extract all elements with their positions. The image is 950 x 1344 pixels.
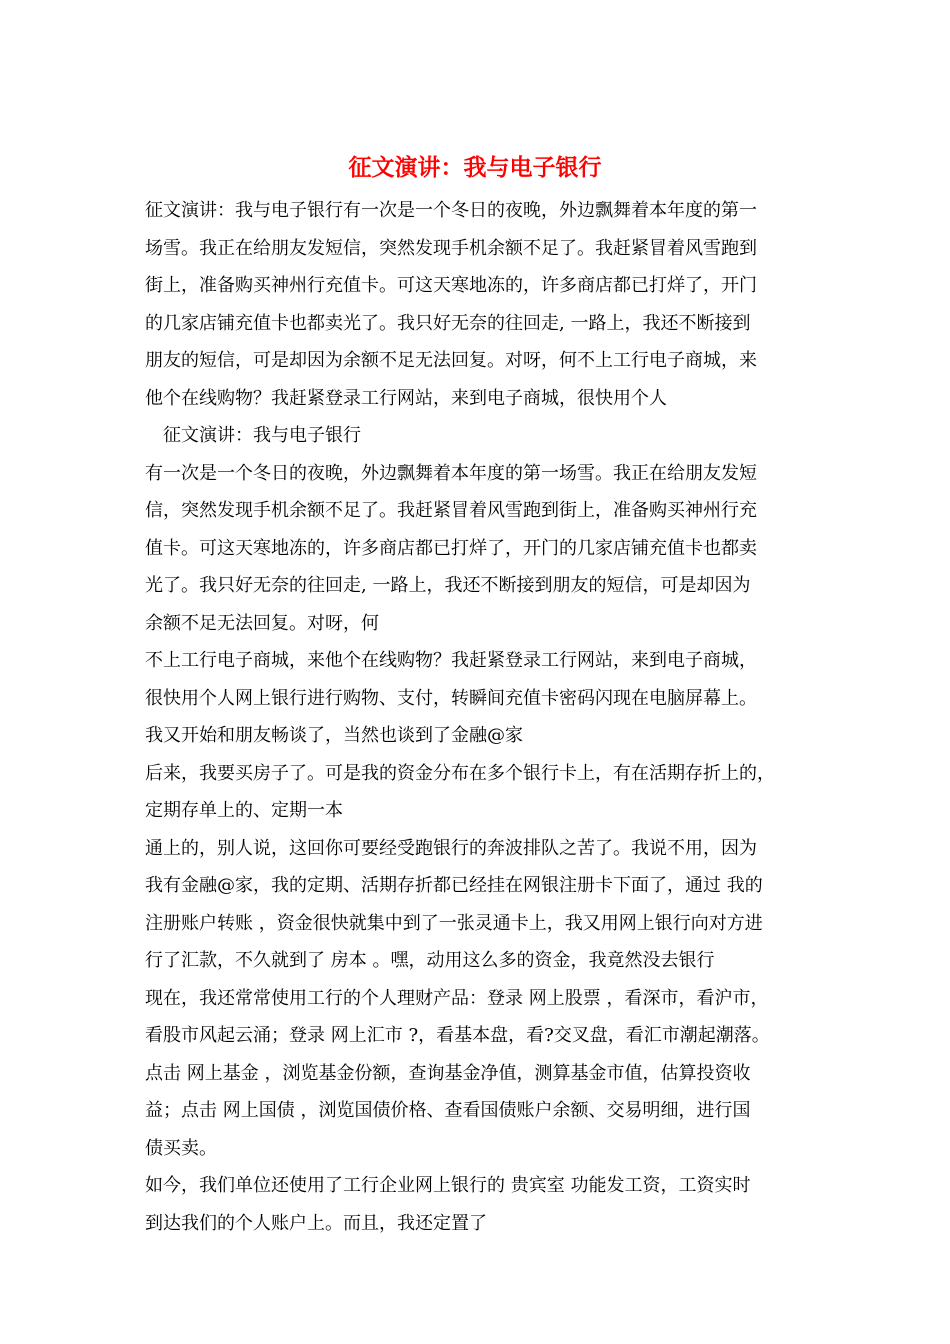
text-line: 征文演讲：我与电子银行有一次是一个冬日的夜晚，外边飘舞着本年度的第一 xyxy=(145,200,757,221)
text-line: 信，突然发现手机余额不足了。我赶紧冒着风雪跑到街上，准备购买神州行充 xyxy=(145,500,757,521)
text-line: 看股市风起云涌；登录 网上汇市 ?，看基本盘，看?交叉盘，看汇市潮起潮落。 xyxy=(145,1025,770,1046)
text-line: 不上工行电子商城，来他个在线购物？我赶紧登录工行网站，来到电子商城， xyxy=(145,650,757,671)
paragraph-1 xyxy=(145,192,815,417)
paragraph-3 xyxy=(145,455,815,643)
text-line: 通上的，别人说，这回你可要经受跑银行的奔波排队之苦了。我说不用，因为 xyxy=(145,837,757,859)
text-line: 我有金融@家，我的定期、活期存折都已经挂在网银注册卡下面了，通过 我的 xyxy=(145,875,763,896)
text-line: 后来，我要买房子了。可是我的资金分布在多个银行卡上，有在活期存折上的， xyxy=(145,762,775,784)
paragraph-5 xyxy=(145,755,815,830)
page-title: 征文演讲：我与电子银行 xyxy=(348,154,602,181)
paragraph-2-subtitle xyxy=(145,417,815,455)
text-line: 场雪。我正在给朋友发短信，突然发现手机余额不足了。我赶紧冒着风雪跑到 xyxy=(145,237,757,259)
text-line: 值卡。可这天寒地冻的，许多商店都已打烊了，开门的几家店铺充值卡也都卖 xyxy=(145,537,757,559)
text-line: 现在，我还常常使用工行的个人理财产品：登录 网上股票 ，看深市，看沪市， xyxy=(145,987,769,1009)
text-line: 余额不足无法回复。对呀，何 xyxy=(145,612,379,634)
text-line: 我又开始和朋友畅谈了，当然也谈到了金融@家 xyxy=(145,725,523,746)
text-line: 有一次是一个冬日的夜晚，外边飘舞着本年度的第一场雪。我正在给朋友发短 xyxy=(145,462,757,484)
text-line: 注册账户转账 ，资金很快就集中到了一张灵通卡上，我又用网上银行向对方进 xyxy=(145,912,763,934)
text-line: 他个在线购物？我赶紧登录工行网站，来到电子商城，很快用个人 xyxy=(145,387,667,409)
text-line: 街上，准备购买神州行充值卡。可这天寒地冻的，许多商店都已打烊了，开门 xyxy=(145,275,757,296)
paragraph-7 xyxy=(145,980,815,1168)
text-line: 如今，我们单位还使用了工行企业网上银行的 贵宾室 功能发工资，工资实时 xyxy=(145,1175,751,1196)
text-line: 很快用个人网上银行进行购物、支付，转瞬间充值卡密码闪现在电脑屏幕上。 xyxy=(145,687,757,709)
text-line: 点击 网上基金 ，浏览基金份额，查询基金净值，测算基金市值，估算投资收 xyxy=(145,1062,751,1084)
text-line: 征文演讲：我与电子银行 xyxy=(163,425,361,446)
text-line: 的几家店铺充值卡也都卖光了。我只好无奈的往回走, 一路上，我还不断接到 xyxy=(145,312,751,334)
paragraph-4 xyxy=(145,642,815,755)
text-line: 益；点击 网上国债 ，浏览国债价格、查看国债账户余额、交易明细，进行国 xyxy=(145,1100,751,1121)
text-line: 定期存单上的、定期一本 xyxy=(145,800,343,821)
document-body xyxy=(145,192,815,1242)
text-line: 行了汇款，不久就到了 房本 。嘿，动用这么多的资金，我竟然没去银行 xyxy=(145,950,715,971)
text-line: 朋友的短信，可是却因为余额不足无法回复。对呀，何不上工行电子商城，来 xyxy=(145,350,757,371)
text-line: 光了。我只好无奈的往回走, 一路上，我还不断接到朋友的短信，可是却因为 xyxy=(145,575,751,596)
text-line: 债买卖。 xyxy=(145,1137,217,1159)
paragraph-8 xyxy=(145,1167,815,1242)
paragraph-6 xyxy=(145,830,815,980)
text-line: 到达我们的个人账户上。而且，我还定置了 xyxy=(145,1212,487,1234)
